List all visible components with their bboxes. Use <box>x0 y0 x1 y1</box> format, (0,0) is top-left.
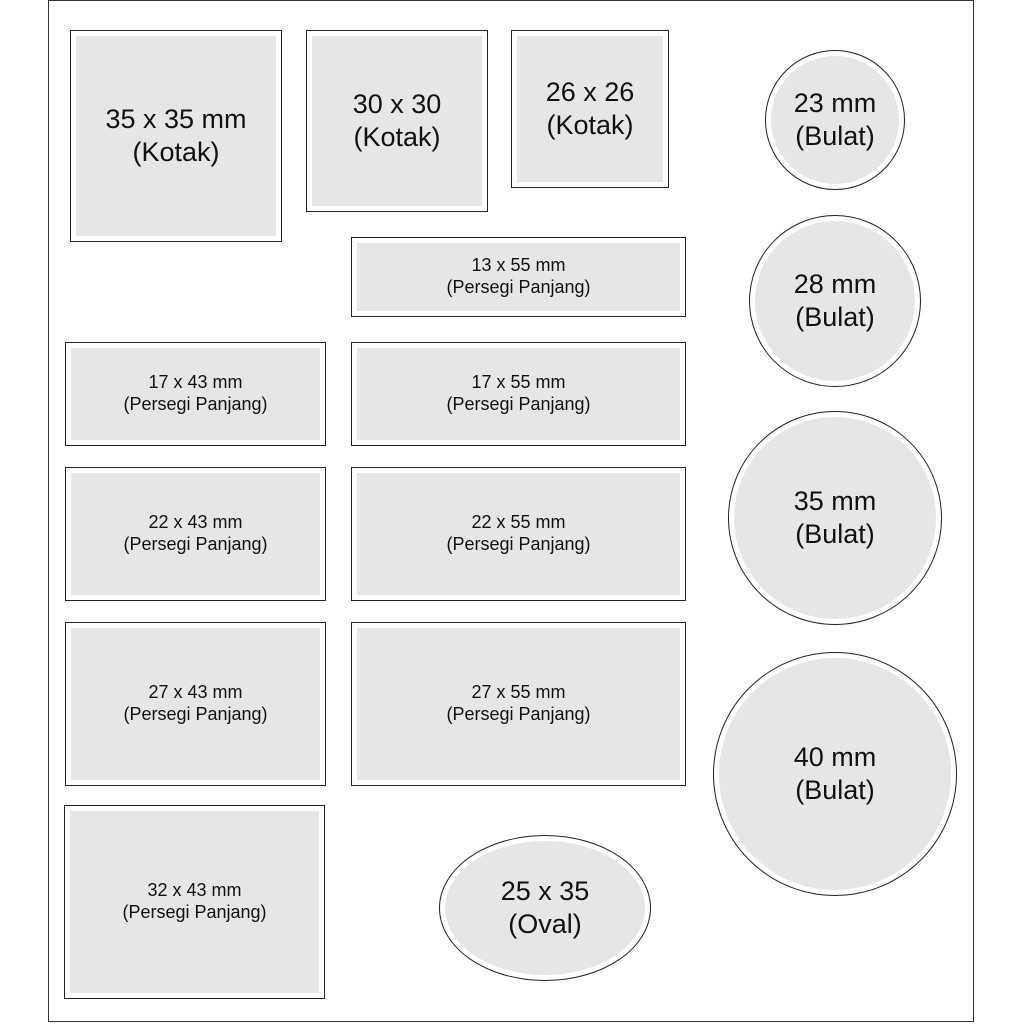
shape-label <box>446 255 590 299</box>
shape-label <box>105 103 246 169</box>
shape-round-35 <box>728 411 942 625</box>
shape-size: 32 x 43 mm <box>147 880 242 901</box>
shape-type: (Oval) <box>508 909 582 939</box>
shape-round-40 <box>713 652 957 896</box>
shape-rect-22x55 <box>351 467 686 601</box>
shape-size: 35 mm <box>793 486 877 517</box>
shape-label <box>446 512 590 556</box>
shape-label <box>546 76 635 142</box>
shape-type: (Persegi Panjang) <box>122 902 267 922</box>
shape-rect-13x55 <box>351 237 686 317</box>
shape-round-28 <box>749 215 921 387</box>
shape-size: 13 x 55 mm <box>471 255 566 276</box>
shape-rect-27x55 <box>351 622 686 786</box>
shape-type: (Kotak) <box>353 122 441 152</box>
shape-type: (Kotak) <box>132 137 220 167</box>
shape-rect-17x55 <box>351 342 686 446</box>
shape-size: 30 x 30 <box>352 89 442 120</box>
shape-size: 22 x 55 mm <box>471 512 566 533</box>
shape-square-30 <box>306 30 488 212</box>
shape-oval-25x35 <box>439 835 651 981</box>
shape-size: 28 mm <box>793 269 877 300</box>
stamp-size-sheet <box>48 0 974 1022</box>
shape-type: (Persegi Panjang) <box>123 534 268 554</box>
shape-type: (Kotak) <box>546 110 634 140</box>
shape-size: 22 x 43 mm <box>148 512 243 533</box>
shape-square-26 <box>511 30 669 188</box>
shape-rect-17x43 <box>65 342 326 446</box>
shape-size: 35 x 35 mm <box>105 104 247 135</box>
shape-type: (Persegi Panjang) <box>446 534 591 554</box>
shape-label <box>794 87 877 153</box>
shape-label <box>123 682 267 726</box>
shape-type: (Persegi Panjang) <box>123 394 268 414</box>
shape-type: (Bulat) <box>795 519 875 549</box>
shape-label <box>123 512 267 556</box>
shape-size: 27 x 55 mm <box>471 682 566 703</box>
shape-label <box>794 268 877 334</box>
shape-label <box>446 372 590 416</box>
shape-label <box>794 741 877 807</box>
shape-type: (Bulat) <box>795 775 875 805</box>
shape-type: (Bulat) <box>795 121 875 151</box>
shape-type: (Persegi Panjang) <box>446 394 591 414</box>
shape-type: (Persegi Panjang) <box>446 704 591 724</box>
shape-label <box>794 485 877 551</box>
shape-label <box>122 880 266 924</box>
shape-label <box>123 372 267 416</box>
shape-rect-32x43 <box>64 805 325 999</box>
shape-type: (Persegi Panjang) <box>446 277 591 297</box>
shape-size: 26 x 26 <box>545 77 635 108</box>
shape-size: 40 mm <box>793 742 877 773</box>
shape-size: 17 x 43 mm <box>148 372 243 393</box>
shape-type: (Bulat) <box>795 302 875 332</box>
shape-size: 25 x 35 <box>500 876 590 907</box>
shape-square-35 <box>70 30 282 242</box>
shape-label <box>446 682 590 726</box>
shape-rect-22x43 <box>65 467 326 601</box>
shape-label <box>501 875 590 941</box>
shape-size: 23 mm <box>793 88 877 119</box>
shape-size: 17 x 55 mm <box>471 372 566 393</box>
shape-label <box>353 88 442 154</box>
shape-type: (Persegi Panjang) <box>123 704 268 724</box>
shape-rect-27x43 <box>65 622 326 786</box>
shape-size: 27 x 43 mm <box>148 682 243 703</box>
shape-round-23 <box>765 50 905 190</box>
